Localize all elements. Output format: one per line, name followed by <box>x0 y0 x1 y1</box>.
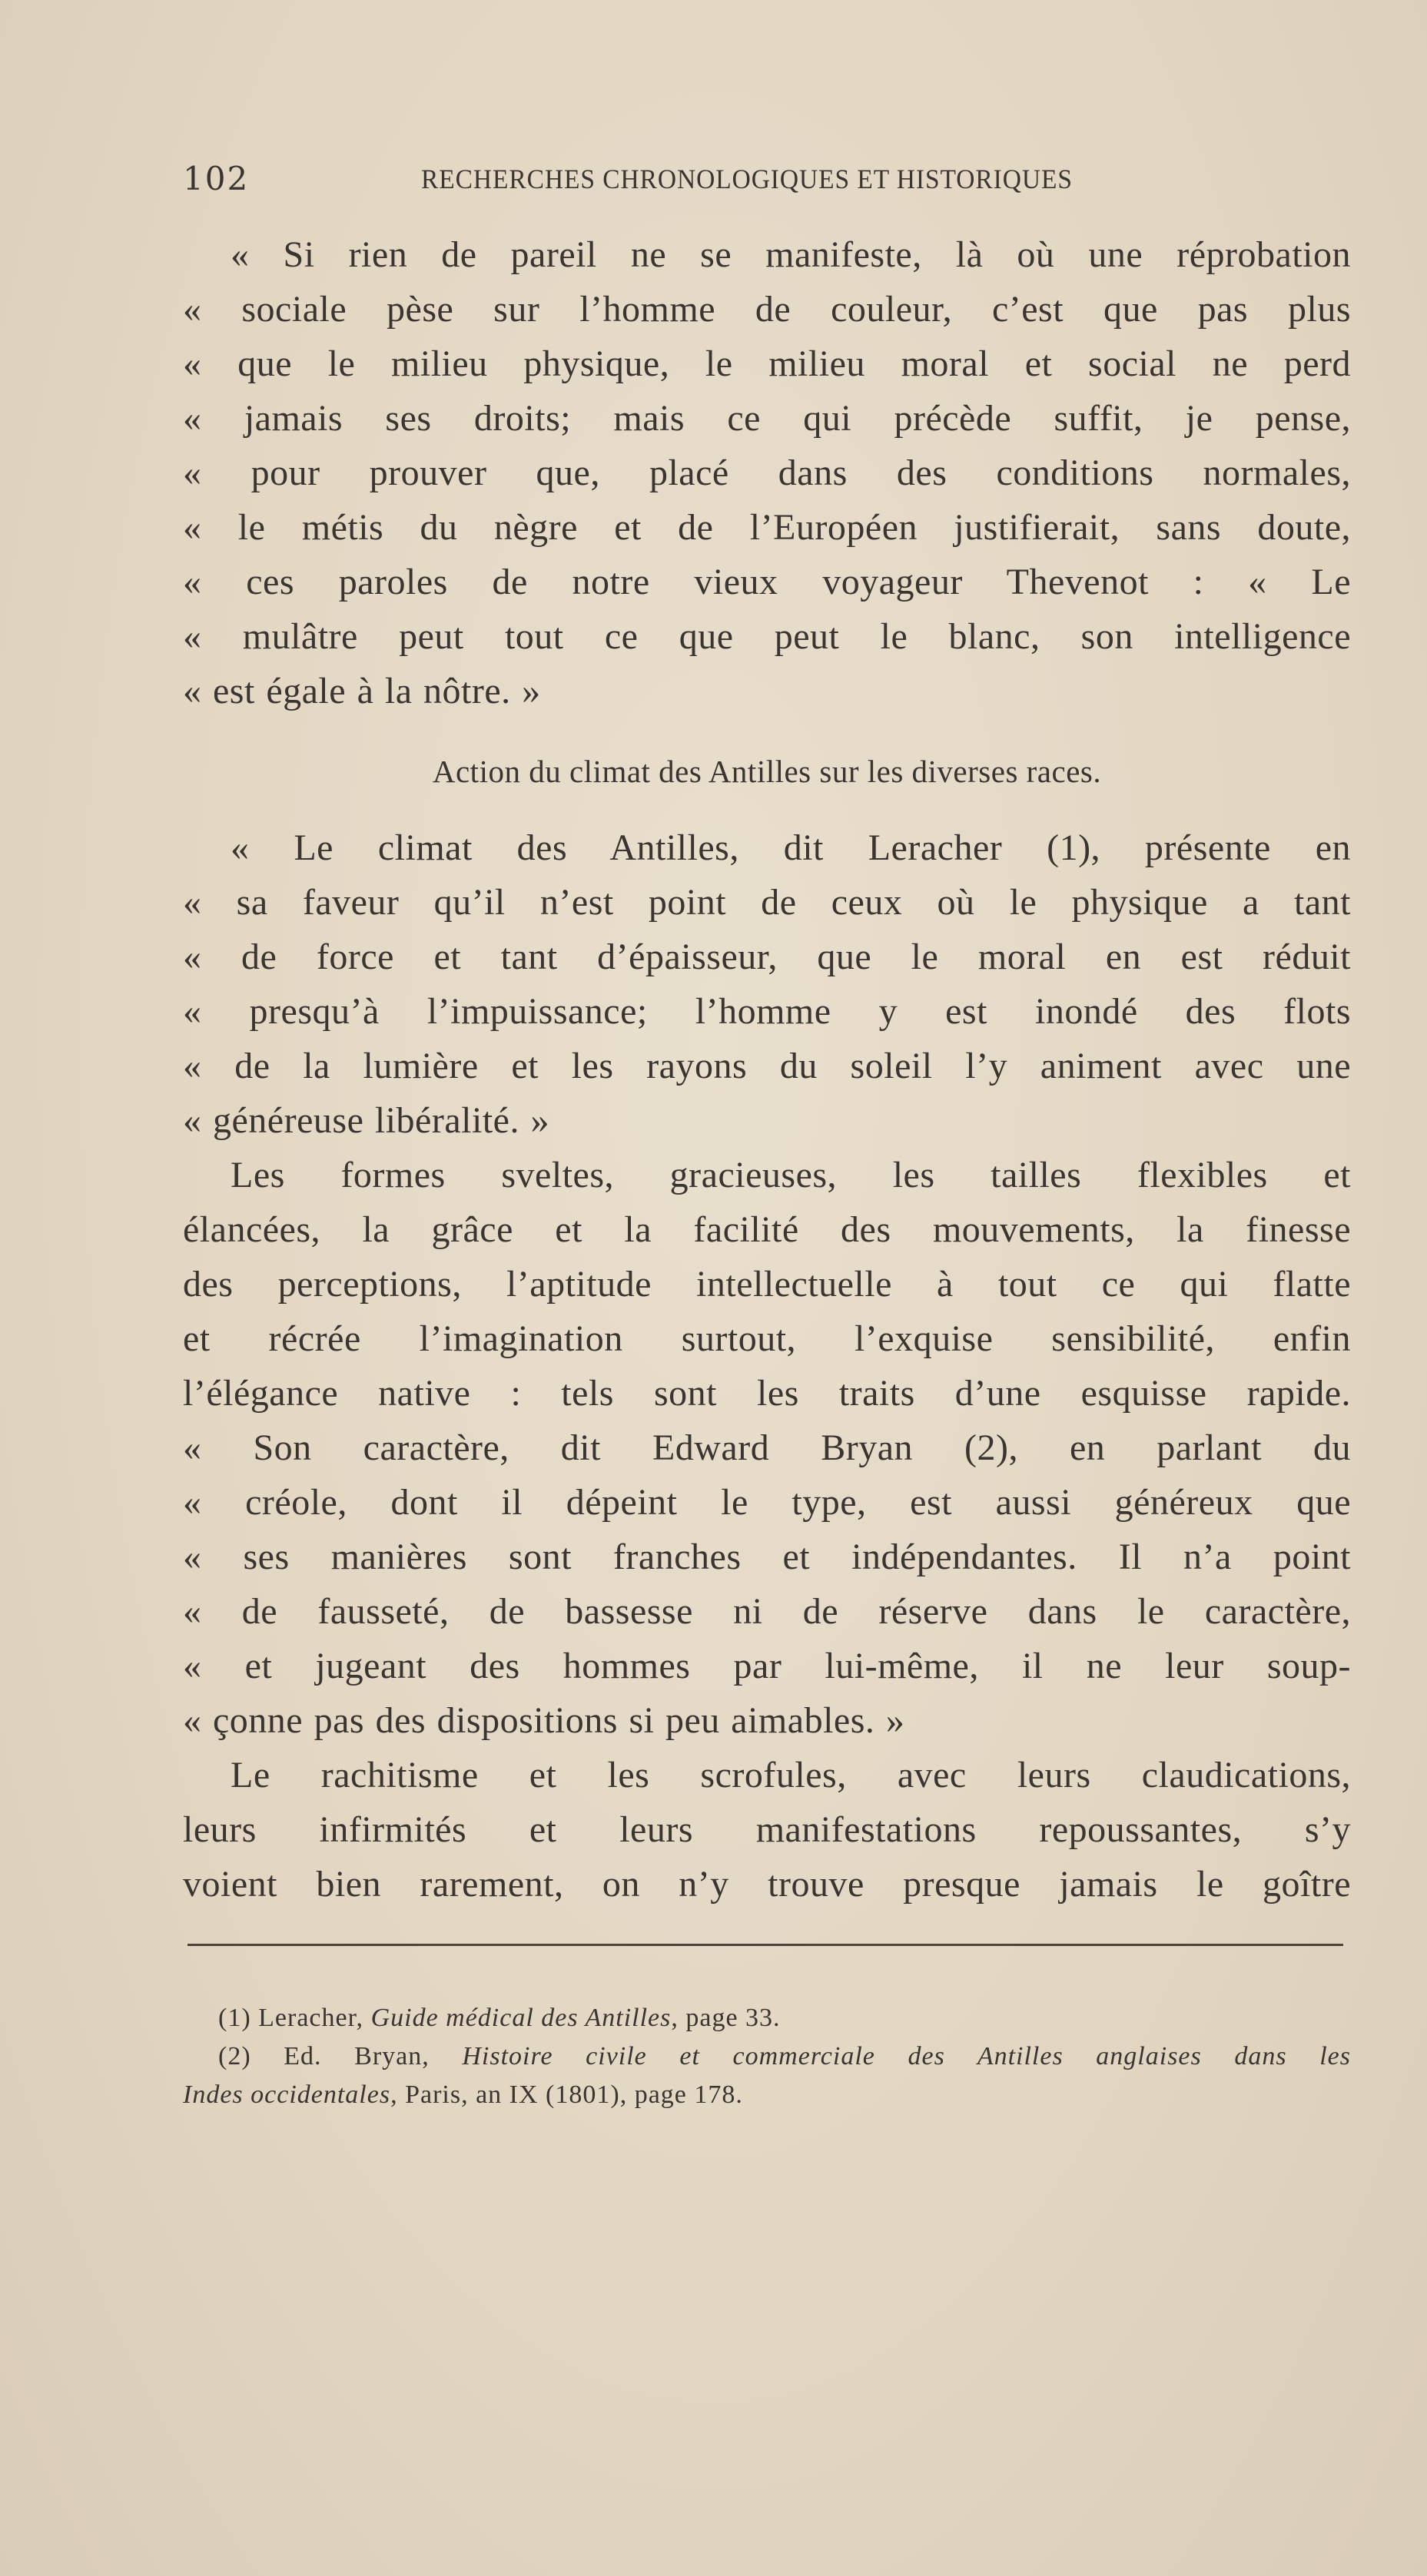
text-line: « ces paroles de notre vieux voyageur Thevenot : « Le <box>183 562 1351 602</box>
text-line: « de la lumière et les rayons du soleil l’y animent avec une <box>183 1046 1351 1086</box>
text-line: « ses manières sont franches et indépendantes. Il n’a point <box>183 1537 1351 1577</box>
text-line: « mulâtre peut tout ce que peut le blanc, son intelligence <box>183 616 1351 657</box>
text-line: « le métis du nègre et de l’Européen justifierait, sans doute, <box>183 507 1351 548</box>
text-line: l’élégance native : tels sont les traits d’une esquisse rapide. <box>183 1373 1351 1414</box>
paragraph-quote-thevenot <box>183 227 1351 718</box>
text-line: « jamais ses droits; mais ce qui précède suffit, je pense, <box>183 398 1351 439</box>
text-line: « çonne pas des dispositions si peu aimables. » <box>183 1700 905 1741</box>
text-line: Les formes sveltes, gracieuses, les tailles flexibles et <box>231 1155 1351 1195</box>
page-number: 102 <box>183 160 250 197</box>
footnote-2 <box>183 2037 1351 2076</box>
text-line: « que le milieu physique, le milieu moral et social ne perd <box>183 343 1351 384</box>
text-line: « Si rien de pareil ne se manifeste, là où une réprobation <box>231 234 1351 275</box>
text-line: « généreuse libéralité. » <box>183 1100 549 1141</box>
text-line: « créole, dont il dépeint le type, est aussi généreux que <box>183 1482 1351 1523</box>
text-line: « et jugeant des hommes par lui-même, il ne leur soup- <box>183 1646 1351 1686</box>
running-head: RECHERCHES CHRONOLOGIQUES ET HISTORIQUES <box>421 164 1073 194</box>
footnote-1-page: , page 33. <box>671 2004 781 2032</box>
text-line: leurs infirmités et leurs manifestations repoussantes, s’y <box>183 1809 1351 1850</box>
text-line: « sociale pèse sur l’homme de couleur, c’est que pas plus <box>183 289 1351 330</box>
text-line: « pour prouver que, placé dans des conditions normales, <box>183 453 1351 493</box>
footnote-2-title: Histoire civile et commerciale des Antilles anglaises dans les <box>462 2042 1351 2070</box>
text-line: Le rachitisme et les scrofules, avec leurs claudications, <box>231 1755 1351 1795</box>
text-line: « Le climat des Antilles, dit Leracher (1), présente en <box>231 827 1351 868</box>
footnote-2-title-end: Indes occidentales <box>183 2080 391 2109</box>
footnote-2-publication: , Paris, an IX (1801), page 178. <box>390 2080 743 2109</box>
text-line: voient bien rarement, on n’y trouve presque jamais le goître <box>183 1864 1351 1905</box>
page-header <box>183 160 1351 206</box>
text-line: « de force et tant d’épaisseur, que le moral en est réduit <box>183 937 1351 977</box>
footnote-1-author: (1) Leracher, <box>218 2004 371 2032</box>
footnote-2-continued <box>183 2076 1351 2114</box>
text-line: « presqu’à l’impuissance; l’homme y est inondé des flots <box>183 991 1351 1032</box>
paragraph-climate <box>183 821 1351 1911</box>
text-line: « Son caractère, dit Edward Bryan (2), en parlant du <box>183 1427 1351 1468</box>
section-heading: Action du climat des Antilles sur les diverses races. <box>432 754 1102 789</box>
footnote-separator <box>188 1944 1343 1946</box>
text-line: « de fausseté, de bassesse ni de réserve dans le caractère, <box>183 1591 1351 1632</box>
footnote-2-author: (2) Ed. Bryan, <box>218 2042 463 2070</box>
text-line: « sa faveur qu’il n’est point de ceux où le physique a tant <box>183 882 1351 923</box>
footnote-1-title: Guide médical des Antilles <box>370 2004 672 2032</box>
footnotes <box>183 1999 1351 2114</box>
footnote-1 <box>183 1999 1351 2037</box>
text-line: élancées, la grâce et la facilité des mouvements, la finesse <box>183 1209 1351 1250</box>
text-line: et récrée l’imagination surtout, l’exquise sensibilité, enfin <box>183 1318 1351 1359</box>
text-line: « est égale à la nôtre. » <box>183 671 541 711</box>
text-line: des perceptions, l’aptitude intellectuelle à tout ce qui flatte <box>183 1264 1351 1305</box>
